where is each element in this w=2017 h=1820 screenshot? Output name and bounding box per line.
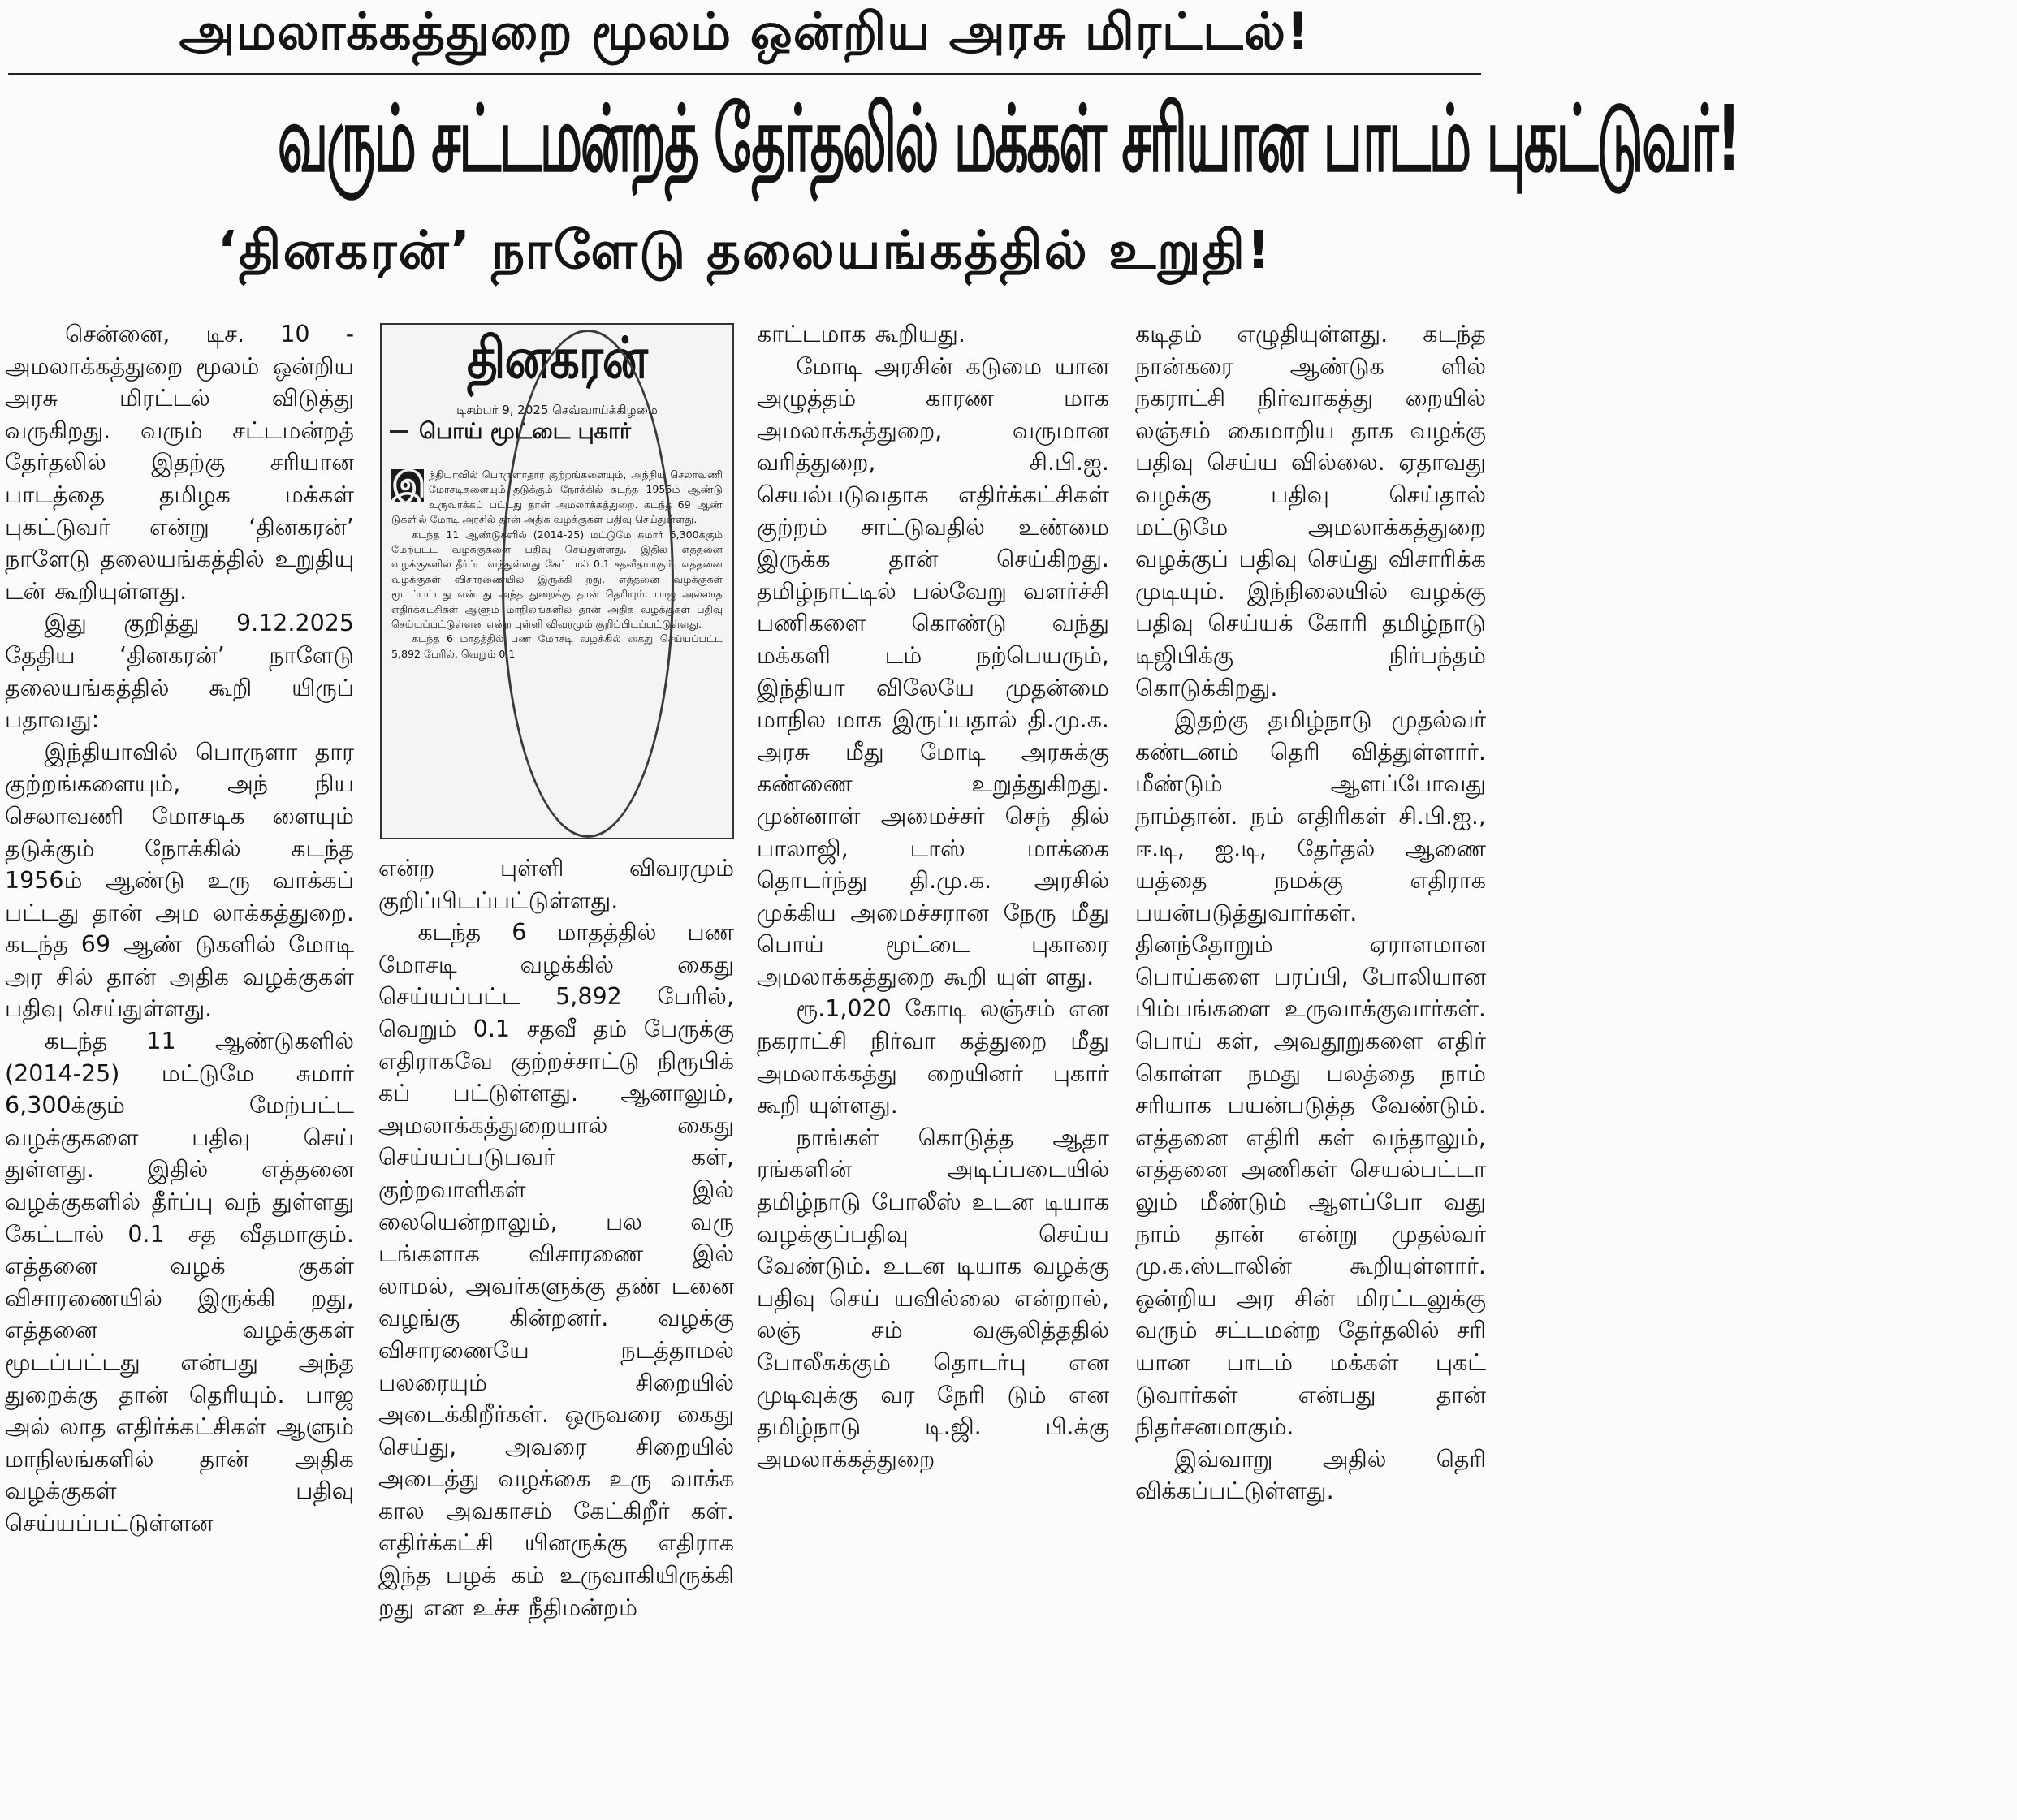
clipping-editorial-title: பொய் மூட்டை புகார்	[419, 419, 632, 444]
article-column-1	[5, 318, 354, 1540]
article-column-3	[757, 318, 1109, 1475]
paragraph: சென்னை, டிச. 10 - அமலாக்கத்துறை மூலம் ஒன்றிய அரசு மிரட்டல் விடுத்து வருகிறது. வரும் சட்டமன்றத் தேர்தலில் இதற்கு சரியான பாடத்தை தமிழக மக்கள் புகட்டுவர் என்று ‘தினகரன்’ நாளேடு தலையங்கத்தில் உறுதியு டன் கூறியுள்ளது.	[5, 321, 354, 605]
paragraph: இதற்கு தமிழ்நாடு முதல்வர் கண்டனம் தெரி வித்துள்ளார். மீண்டும் ஆளப்போவது நாம்தான். நம் எதிரிகள் சி.பி.ஐ., ஈ.டி, ஐ.டி, தேர்தல் ஆணை யத்தை நமக்கு எதிராக பயன்படுத்துவார்கள். தினந்தோறும் ஏராளமான பொய்களை பரப்பி, போலியான பிம்பங்களை உருவாக்குவார்கள். பொய் கள், அவதூறுகளை எதிர் கொள்ள நமது பலத்தை நாம் சரியாக பயன்படுத்த வேண்டும். எத்தனை எதிரி கள் வந்தாலும், எத்தனை அணிகள் செயல்பட்டா லும் மீண்டும் ஆளப்போ வது நாம் தான் என்று முதல்வர் மு.க.ஸ்டாலின் கூறியுள்ளார். ஒன்றிய அர சின் மிரட்டலுக்கு வரும் சட்டமன்ற தேர்தலில் சரி யான பாடம் மக்கள் புகட் டுவார்கள் என்பது தான் நிதர்சனமாகும்.	[1135, 706, 1486, 1441]
sub-headline: ‘தினகரன்’ நாளேடு தலையங்கத்தில் உறுதி!	[217, 221, 1272, 281]
article-column-2	[378, 852, 734, 1624]
clipping-drop-cap: இ	[391, 464, 426, 506]
kicker-headline: அமலாக்கத்துறை மூலம் ஒன்றிய அரசு மிரட்டல்!	[179, 2, 1311, 61]
paragraph: நாங்கள் கொடுத்த ஆதா ரங்களின் அடிப்படையில் தமிழ்நாடு போலீஸ் உடன டியாக வழக்குப்பதிவு செய்ய வேண்டும். உடன டியாக வழக்கு பதிவு செய் யவில்லை என்றால், லஞ் சம் வசூலித்ததில் போலீசுக்கும் தொடர்பு என முடிவுக்கு வர நேரி டும் என தமிழ்நாடு டி.ஜி. பி.க்கு அமலாக்கத்துறை	[757, 1123, 1109, 1473]
clipping-dash	[390, 430, 408, 433]
paragraph: ரூ.1,020 கோடி லஞ்சம் என நகராட்சி நிர்வா கத்துறை மீது அமலாக்கத்து றையினர் புகார் கூறி யுள்ளது.	[757, 995, 1109, 1119]
paragraph: காட்டமாக கூறியது.	[757, 321, 965, 347]
clipping-date: டிசம்பர் 9, 2025 செவ்வாய்க்கிழமை	[456, 403, 658, 417]
paragraph: என்ற புள்ளி விவரமும் குறிப்பிடப்பட்டுள்ளது.	[378, 855, 734, 914]
paragraph: கடந்த 11 ஆண்டுகளில் (2014-25) மட்டுமே சுமார் 6,300க்கும் மேற்பட்ட வழக்குகளை பதிவு செய் துள்ளது. இதில் எத்தனை வழக்குகளில் தீர்ப்பு வந் துள்ளது கேட்டால் 0.1 சத வீதமாகும். எத்தனை வழக் குகள் விசாரணையில் இருக்கி றது, எத்தனை வழக்குகள் மூடப்பட்டது என்பது அந்த துறைக்கு தான் தெரியும். பாஜ அல் லாத எதிர்க்கட்சிகள் ஆளும் மாநிலங்களில் தான் அதிக வழக்குகள் பதிவு செய்யப்பட்டுள்ளன	[5, 1028, 354, 1537]
clipping-paragraph: ந்தியாவில் பொருளாதார குற்றங்களையும், அந்நிய செலாவணி மோசடிகளையும் தடுக்கும் நோக்கில் கடந்த 1956ம் ஆண்டு உருவாக்கப் பட்டது தான் அமலாக்கத்துறை. கடந்த 69 ஆண் டுகளில் மோடி அரசில் தான் அதிக வழக்குகள் பதிவு செய்துள்ளது.	[391, 468, 723, 526]
paragraph: மோடி அரசின் கடுமை யான அழுத்தம் காரண மாக அமலாக்கத்துறை, வருமான வரித்துறை, சி.பி.ஐ. செயல்படுவதாக எதிர்க்கட்சிகள் குற்றம் சாட்டுவதில் உண்மை இருக்க தான் செய்கிறது. தமிழ்நாட்டில் பல்வேறு வளர்ச்சி பணிகளை கொண்டு வந்து மக்களி டம் நற்பெயரும், இந்தியா விலேயே முதன்மை மாநில மாக இருப்பதால் தி.மு.க. அரசு மீது மோடி அரசுக்கு கண்ணை உறுத்துகிறது. முன்னாள் அமைச்சர் செந் தில் பாலாஜி, டாஸ் மாக்கை தொடர்ந்து தி.மு.க. அரசில் முக்கிய அமைச்சரான நேரு மீது பொய் மூட்டை புகாரை அமலாக்கத்துறை கூறி யுள் ளது.	[757, 352, 1109, 990]
paragraph: இந்தியாவில் பொருளா தார குற்றங்களையும், அந் நிய செலாவணி மோசடிக ளையும் தடுக்கும் நோக்கில் கடந்த 1956ம் ஆண்டு உரு வாக்கப் பட்டது தான் அம லாக்கத்துறை. கடந்த 69 ஆண் டுகளில் மோடி அர சில் தான் அதிக வழக்குகள் பதிவு செய்துள்ளது.	[5, 738, 354, 1023]
clipping-masthead: தினகரன்	[466, 325, 648, 391]
hand-drawn-circle-annotation	[502, 330, 674, 838]
clipping-paragraph: கடந்த 11 ஆண்டுகளில் (2014-25) மட்டுமே சுமார் 6,300க்கும் மேற்பட்ட வழக்குகளை பதிவு செய்துள்ளது. இதில் எத்தனை வழக்குகளில் தீர்ப்பு வந்துள்ளது கேட்டால் 0.1 சதவீதமாகும். எத்தனை வழக்குகள் விசாரணையில் இருக்கி றது, எத்தனை வழக்குகள் மூடப்பட்டது என்பது அந்த துறைக்கு தான் தெரியும். பாஜ அல்லாத எதிர்க்கட்சிகள் ஆளும் மாநிலங்களில் தான் அதிக வழக்குகள் பதிவு செய்யப்பட்டுள்ளன என்ற புள்ளி விவரமும் குறிப்பிடப்பட்டுள்ளது.	[391, 528, 723, 631]
clipping-paragraph: கடந்த 6 மாதத்தில் பண மோசடி வழக்கில் கைது செய்யப்பட்ட 5,892 பேரில், வெறும் 0.1	[391, 632, 723, 660]
main-headline: வரும் சட்டமன்றத் தேர்தலில் மக்கள் சரியான பாடம் புகட்டுவர்!	[277, 86, 1739, 193]
paragraph: இவ்வாறு அதில் தெரி விக்கப்பட்டுள்ளது.	[1135, 1445, 1486, 1505]
paragraph: கடிதம் எழுதியுள்ளது. கடந்த நான்கரை ஆண்டுக ளில் நகராட்சி நிர்வாகத்து றையில் லஞ்சம் கைமாறிய தாக வழக்கு பதிவு செய்ய வில்லை. ஏதாவது வழக்கு பதிவு செய்தால் மட்டுமே அமலாக்கத்துறை வழக்குப் பதிவு செய்து விசாரிக்க முடியும். இந்நிலையில் வழக்கு பதிவு செய்யக் கோரி தமிழ்நாடு டிஜிபிக்கு நிர்பந்தம் கொடுக்கிறது.	[1135, 321, 1486, 701]
headline-rule	[8, 73, 1481, 75]
paragraph: இது குறித்து 9.12.2025 தேதிய ‘தினகரன்’ நாளேடு தலையங்கத்தில் கூறி யிருப் பதாவது:	[5, 610, 354, 734]
article-column-4	[1135, 318, 1486, 1507]
paragraph: கடந்த 6 மாதத்தில் பண மோசடி வழக்கில் கைது செய்யப்பட்ட 5,892 பேரில், வெறும் 0.1 சதவீ தம் பேருக்கு எதிராகவே குற்றச்சாட்டு நிரூபிக் கப் பட்டுள்ளது. ஆனாலும், அமலாக்கத்துறையால் கைது செய்யப்படுபவர் கள், குற்றவாளிகள் இல் லையென்றாலும், பல வரு டங்களாக விசாரணை இல் லாமல், அவர்களுக்கு தண் டனை வழங்கு கின்றனர். வழக்கு விசாரணையே நடத்தாமல் பலரையும் சிறையில் அடைக்கிறீர்கள். ஒருவரை கைது செய்து, அவரை சிறையில் அடைத்து வழக்கை உரு வாக்க கால அவகாசம் கேட்கிறீர் கள். எதிர்க்கட்சி யினருக்கு எதிராக இந்த பழக் கம் உருவாகியிருக்கி றது என உச்ச நீதிமன்றம்	[378, 919, 734, 1621]
